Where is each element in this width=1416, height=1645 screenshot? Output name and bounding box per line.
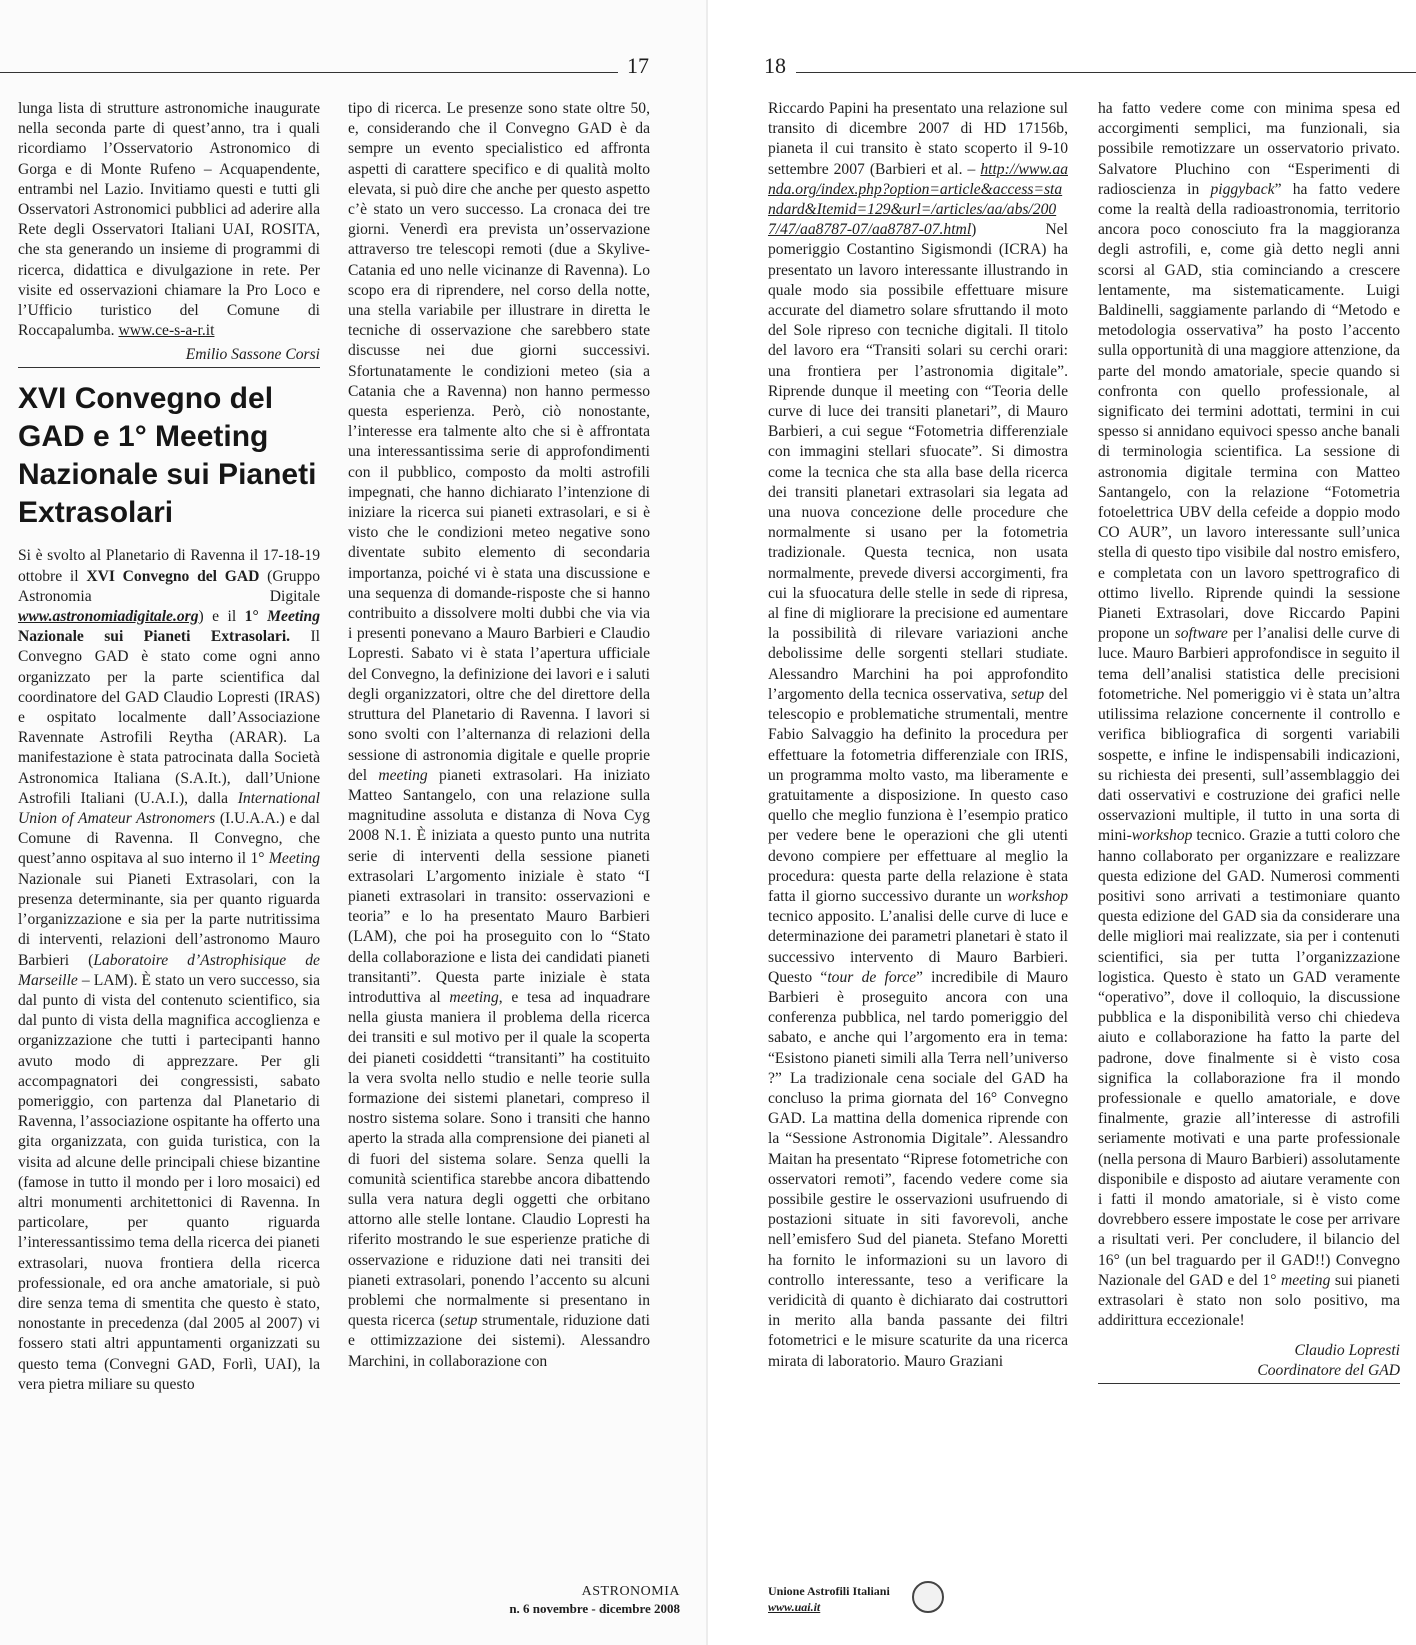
author-role: Coordinatore del GAD: [1257, 1362, 1400, 1380]
author-signature: Emilio Sassone Corsi: [185, 346, 320, 364]
article-body-page18: Riccardo Papini ha presentato una relazione sul transito di dicembre 2007 di HD 17156b, pianeta il cui transito è stato scoperto il 9-10 settembre 2007 (Barbieri et al. – http://www.aanda.org/index.php?option=article&access=standard&Itemid=129&url=/articles/aa/abs/2007/47/aa8787-07/aa8787-07.html) Nel pomeriggio Costantino Sigismondi (ICRA) ha presentato un lavoro interessante illustrando in quale modo sia possibile effettuare misure accurate del diametro solare sfruttando il moto del Sole ripreso con tecniche digitali. Il titolo del lavoro era “Transiti solari su cerchi orari: una frontiera per l’astronomia digitale”. Riprende dunque il meeting con “Teoria delle curve di luce dei transiti planetari”, di Mauro Barbieri, a cui segue “Fotometria differenziale con immagini stellari sfuocate”. Si dimostra come la tecnica che sta alla base della ricerca dei transiti planetari extrasolari sia legata ad una nuova concezione delle procedure che normalmente si usano per la fotometria tradizionale. Questa tecnica, non usata normalmente, prevede diversi accorgimenti, fra cui la sfuocatura delle stelle in sede di ripresa, al fine di migliorare la precisione ed aumentare la possibilità di rilevare variazioni anche debolissime delle sorgenti stellari studiate. Alessandro Marchini ha poi approfondito l’argomento della tecnica osservativa, setup del telescopio e problematiche strumentali, mentre Fabio Salvaggio ha definito la procedura per effettuare la fotometria differenziale con IRIS, un programma molto vasto, ma liberamente e gratuitamente a disposizione. In questo caso quello che meglio funziona è l’esempio pratico per vedere bene le operazioni che gli utenti devono compiere per effettuare al meglio la procedura: questa parte della relazione è stata fatta il giorno successivo durante un workshop tecnico apposito. L’analisi delle curve di luce e determinazione dei parametri planetari è stato il successivo intervento di Mauro Barbieri. Questo “tour de force” incredibile di Mauro Barbieri è proseguito ancora con una conferenza pubblica, nel tardo pomeriggio del sabato, e anche qui l’argomento era in tema: “Esistono pianeti simili alla Terra nell’universo ?” La tradizionale cena sociale del GAD ha concluso la prima giornata del 16° Convegno GAD. La mattina della domenica riprende con la “Sessione Astronomia Digitale”. Alessandro Maitan ha presentato “Riprese fotometriche con osservatori remoti”, facendo vedere come sia possibile gestire le osservazioni usufruendo di postazioni situate in siti favorevoli, anche nell’emisfero Sud del pianeta. Stefano Moretti ha fornito le informazioni su un lavoro di controllo interessante, teso a verificare la veridicità di quanto è dichiarato dai costruttori in merito alla banda passante dei filtri fotometrici e le misure scaturite da una ricerca mirata di laboratorio. Mauro Graziani: [768, 100, 1069, 1370]
right-page: [708, 0, 1416, 1645]
right-column-2: [1098, 99, 1400, 1384]
magazine-footer: [480, 1583, 680, 1617]
magazine-name: ASTRONOMIA: [581, 1584, 680, 1599]
intro-link[interactable]: www.ce-s-a-r.it: [118, 322, 215, 340]
header-rule: [796, 72, 1416, 73]
aanda-article-link[interactable]: http://www.aanda.org/index.php?option=article&access=standard&Itemid=129&url=/articles/aa/abs/2007/47/aa8787-07/aa8787-07.html: [768, 160, 1068, 239]
issue-label: n. 6 novembre - dicembre 2008: [509, 1601, 680, 1616]
article-body: Si è svolto al Planetario di Ravenna il 17-18-19 ottobre il XVI Convegno del GAD (Gruppo Astronomia Digitale www.astronomiadigitale.org) e il 1° Meeting Nazionale sui Pianeti Extrasolari. Il Convegno GAD è stato come ogni anno organizzato per la parte scientifica dal coordinatore del GAD Claudio Lopresti (IRAS) e ospitato localmente dall’Associazione Ravennate Astrofili Reytha (ARAR). La manifestazione è stata patrocinata dalla Società Astronomica Italiana (S.A.It.), dall’Unione Astrofili Italiani (U.A.I.), dalla International Union of Amateur Astronomers (I.U.A.A.) e dal Comune di Ravenna. Il Convegno, che quest’anno ospitava al suo interno il 1° Meeting Nazionale sui Pianeti Extrasolari, con la presenza determinante, sia per quanto riguarda l’organizzazione e sia per la parte nutritissima di interventi, relazioni dell’astronomo Mauro Barbieri (Laboratoire d’Astrophisique de Marseille – LAM). È stato un vero successo, sia dal punto di vista del contenuto scientifico, sia dal punto di vista della magnifica accoglienza e organizzazione che tutti i partecipanti hanno avuto modo di apprezzare. Per gli accompagnatori dei congressisti, sabato pomeriggio, con partenza dal Planetario di Ravenna, l’associazione ospitante ha offerto una gita organizzata, con guida turistica, con la visita ad alcune delle principali chiese bizantine (famose in tutto il mondo per i loro mosaici) ed altri monumenti architettonici di Ravenna. In particolare, per quanto riguarda l’interessantissimo tema della ricerca dei pianeti extrasolari, nuova frontiera della ricerca professionale, ed ora anche amatoriale, si può dire senza tema di smentita che questo è stato, nonostante in precedenza (dal 2005 al 2007) vi fossero stati altri appuntamenti organizzati su questo tema (Convegni GAD, Forlì, UAI), la vera pietra miliare su questo: [18, 547, 321, 1393]
article-body-continued: tipo di ricerca. Le presenze sono state oltre 50, e, considerando che il Convegno GAD è da sempre un evento specialistico ed affronta aspetti di carattere specifico e di qualità molto elevata, si può dire che anche per questo aspetto c’è stato un vero successo. La cronaca dei tre giorni. Venerdì era prevista un’osservazione attraverso tre telescopi remoti (due a Skylive-Catania ed uno nelle vicinanze di Ravenna). Lo scopo era di riprendere, nel corso della notte, una stella variabile per illustrare in diretta le tecniche di osservazione che sarebbero state discusse nei due giorni successivi. Sfortunatamente le condizioni meteo (sia a Catania che a Ravenna) non hanno permesso questa esperienza. Però, ciò nonostante, l’interesse era talmente alto che si è affrontata una interessantissima serie di approfondimenti con il pubblico, composto da molti astrofili impegnati, che hanno dichiarato l’intenzione di iniziare la ricerca sui pianeti extrasolari, e si è visto che le condizioni meteo negative sono diventate subito elemento di secondaria importanza, poiché vi è stata una discussione e una sequenza di domande-risposte che si hanno contribuito a dissolvere molti dubbi che via via i presenti ponevano a Mauro Barbieri e Claudio Lopresti. Sabato vi è stata l’apertura ufficiale del Convegno, la definizione dei lavori e i saluti degli organizzatori, oltre che del direttore della struttura del Planetario di Ravenna. I lavori si sono svolti con l’alternanza di relazioni della sessione di astronomia digitale e quelle proprie del meeting pianeti extrasolari. Ha iniziato Matteo Santangelo, con una relazione sulla magnitudine assoluta e distanza di Nova Cyg 2008 N.1. È iniziata a questo punto una nutrita serie di interventi della sessione pianeti extrasolari L’argomento iniziale è stato “I pianeti extrasolari in transito: osservazioni e teoria” e lo ha presentato Mauro Barbieri (LAM), che poi ha proseguito con lo “Stato della collaborazione e lista dei candidati pianeti transitanti”. Questa parte iniziale è stata introduttiva al meeting, e tesa ad inquadrare nella giusta maniera il problema della ricerca dei transiti e sul motivo per il quale la scoperta dei pianeti cosiddetti “transitanti” ha costituito la vera svolta nello studio e nelle teorie sulla formazione dei sistemi planetari, compreso il nostro sistema solare. Sono i transiti che hanno aperto la strada alla comprensione dei pianeti al di fuori del sistema solare. Senza quelli la comunità scientifica starebbe ancora dibattendo sulla vera natura degli oggetti che orbitano attorno alle stelle lontane. Claudio Lopresti ha riferito mostrando le sue esperienze pratiche di osservazione e riduzione dati nei transiti dei pianeti extrasolari, ponendo l’accento su alcuni problemi che normalmente si presentano in questa ricerca (setup strumentale, riduzione dati e ottimizzazione dei sistemi). Alessandro Marchini, in collaborazione con: [348, 100, 651, 1370]
signature-rule: [18, 367, 320, 368]
article-title: XVI Convegno del GAD e 1° Meeting Nazionale sui Pianeti Extrasolari: [18, 382, 317, 530]
uai-logo-icon: [912, 1581, 944, 1613]
page-number: 18: [764, 53, 786, 78]
uai-link[interactable]: www.uai.it: [768, 1600, 821, 1614]
intro-paragraph: lunga lista di strutture astronomiche inaugurate nella seconda parte di quest’anno, tra i quali ricordiamo l’Osservatorio Astronomico di Gorga e di Monte Rufeno – Acquapendente, entrambi nel Lazio. Invitiamo questi e tutti gli Osservatori Astronomici pubblici ad aderire alla Rete degli Osservatori Italiani UAI, ROSITA, che sta generando un insieme di programmi di ricerca, didattica e divulgazione in rete. Per visite ed osservazioni chiamare la Pro Loco e l’Ufficio turistico del Comune di Roccapalumba. www.ce-s-a-r.it: [18, 100, 320, 340]
article-conclusion: ha fatto vedere come con minima spesa ed accorgimenti semplici, ma funzionali, sia possibile remotizzare un osservatorio privato. Salvatore Pluchino con “Esperimenti di radioscienza in piggyback” ha fatto vedere come la realtà della radioastronomia, territorio ancora poco conosciuto fra la maggioranza degli astrofili, e, come già detto negli anni scorsi al GAD, stia cominciando a crescere lentamente, ma sistematicamente. Luigi Baldinelli, saggiamente parlando di “Metodo e metodologia osservativa” ha posto l’accento sulla opportunità di una maggiore attenzione, da parte del mondo amatoriale, specie quando si confronta con quello professionale, al significato dei termini adottati, termini in cui spesso si annidano equivoci spesso anche banali di terminologia scientifica. La sessione di astronomia digitale termina con Matteo Santangelo, con la relazione “Fotometria fotoelettrica UBV della cefeide a doppio modo CO AUR”, un lavoro interessante sull’unica stella di questo tipo visibile dal nostro emisfero, e completata con un lavoro spettrografico di ottimo livello. Riprende quindi la sessione Pianeti Extrasolari, dove Riccardo Papini propone un software per l’analisi delle curve di luce. Mauro Barbieri approfondisce in seguito il tema dell’analisi statistica delle precisioni fotometriche. Nel pomeriggio vi è stata un’altra utilissima relazione concernente il controllo e verifica bibliografica di sorgenti variabili sospette, e infine le indispensabili indicazioni, su richiesta dei presenti, sull’assemblaggio dei dati osservativi e costruzione dei grafici nelle osservazioni multiple, il tutto in una sorta di mini-workshop tecnico. Grazie a tutti coloro che hanno collaborato per organizzare e realizzare questa edizione del GAD. Numerosi commenti positivi sono arrivati a testimoniare quanto questa edizione del GAD sia da considerare una delle migliori mai realizzate, sia per i contenuti scientifici, sia per tutta l’organizzazione logistica. Questo è stato un GAD veramente “operativo”, dove il colloquio, la discussione pubblica e la disponibilità verso chi chiedeva aiuto e collaborazione ha fatto la parte del padrone, dove finalmente si è visto cosa significa la collaborazione fra il mondo professionale e quello amatoriale, e dove finalmente, grazie all’interesse di astrofili seriamente motivati e una parte professionale (nella persona di Mauro Barbieri) assolutamente disponibile e disposto ad aiutare veramente con i fatti il mondo amatoriale, si è visto come dovrebbero essere impostate le cose per arrivare a risultati veri. Per concludere, il bilancio del 16° (un bel traguardo per il GAD!!) Convegno Nazionale del GAD e del 1° meeting sui pianeti extrasolari è stato non solo positivo, ma addirittura eccezionale!: [1098, 100, 1400, 1330]
left-column-1: [18, 99, 320, 1395]
gad-website-link[interactable]: www.astronomiadigitale.org: [18, 608, 199, 626]
left-column-2: [348, 99, 650, 1372]
header-rule: [0, 72, 618, 73]
org-name: Unione Astrofili Italiani: [768, 1584, 890, 1598]
page-number: 17: [627, 53, 649, 78]
right-column-1: [768, 99, 1068, 1372]
signature-rule: [1098, 1383, 1400, 1384]
author-name: Claudio Lopresti: [1294, 1342, 1400, 1360]
